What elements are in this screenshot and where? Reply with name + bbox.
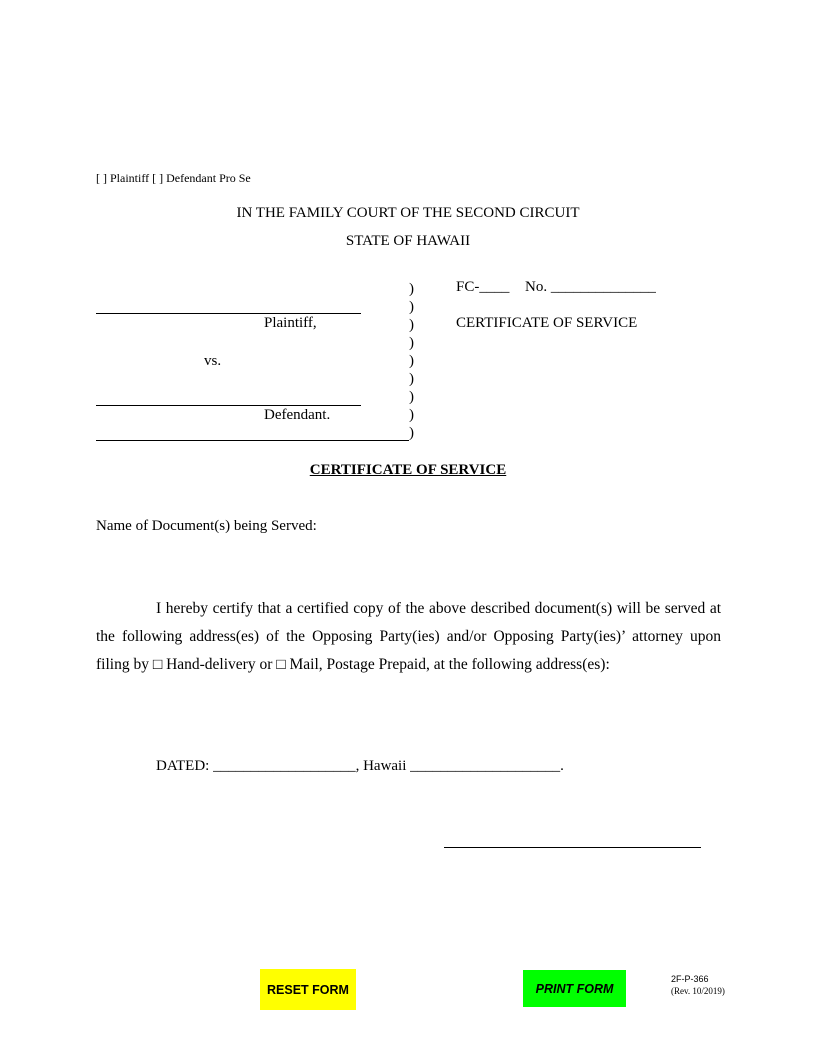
reset-form-button[interactable]: RESET FORM [260, 969, 356, 1010]
certificate-heading: CERTIFICATE OF SERVICE [309, 462, 507, 478]
vs-label: vs. [204, 353, 222, 369]
caption-paren: ) [409, 425, 414, 441]
party-selection-line[interactable]: [ ] Plaintiff [ ] Defendant Pro Se [96, 171, 251, 185]
defendant-label: Defendant. [264, 407, 331, 423]
print-form-button[interactable]: PRINT FORM [523, 970, 626, 1007]
state-title: STATE OF HAWAII [345, 233, 471, 249]
caption-paren: ) [409, 407, 414, 423]
certify-paragraph [96, 595, 721, 679]
plaintiff-label: Plaintiff, [264, 315, 317, 331]
caption-paren: ) [409, 389, 414, 405]
plaintiff-name-line[interactable] [96, 313, 361, 314]
caption-paren: ) [409, 281, 414, 297]
caption-paren: ) [409, 335, 414, 351]
case-number-field[interactable]: No. ______________ [525, 279, 656, 295]
revision-date: (Rev. 10/2019) [671, 986, 725, 996]
court-title: IN THE FAMILY COURT OF THE SECOND CIRCUIT [236, 205, 580, 221]
signature-line[interactable] [444, 847, 701, 848]
defendant-name-line[interactable] [96, 405, 361, 406]
case-prefix-field[interactable]: FC-____ [456, 279, 510, 295]
documents-served-label: Name of Document(s) being Served: [96, 518, 317, 534]
caption-paren: ) [409, 353, 414, 369]
caption-paren: ) [409, 371, 414, 387]
caption-bottom-line [96, 440, 409, 441]
certify-paragraph-text: I hereby certify that a certified copy of the above described document(s) will be served at the following address(es) of the Opposing Party(ies) and/or Opposing Party(ies)’ attorney upon filing by □ Hand-delivery or □ Mail, Postage Prepaid, at the following address(es): [96, 600, 721, 673]
form-number: 2F-P-366 [671, 974, 709, 984]
caption-paren: ) [409, 317, 414, 333]
caption-right-title: CERTIFICATE OF SERVICE [456, 315, 638, 331]
caption-paren: ) [409, 299, 414, 315]
dated-line[interactable]: DATED: ___________________, Hawaii ____________________. [156, 758, 564, 774]
